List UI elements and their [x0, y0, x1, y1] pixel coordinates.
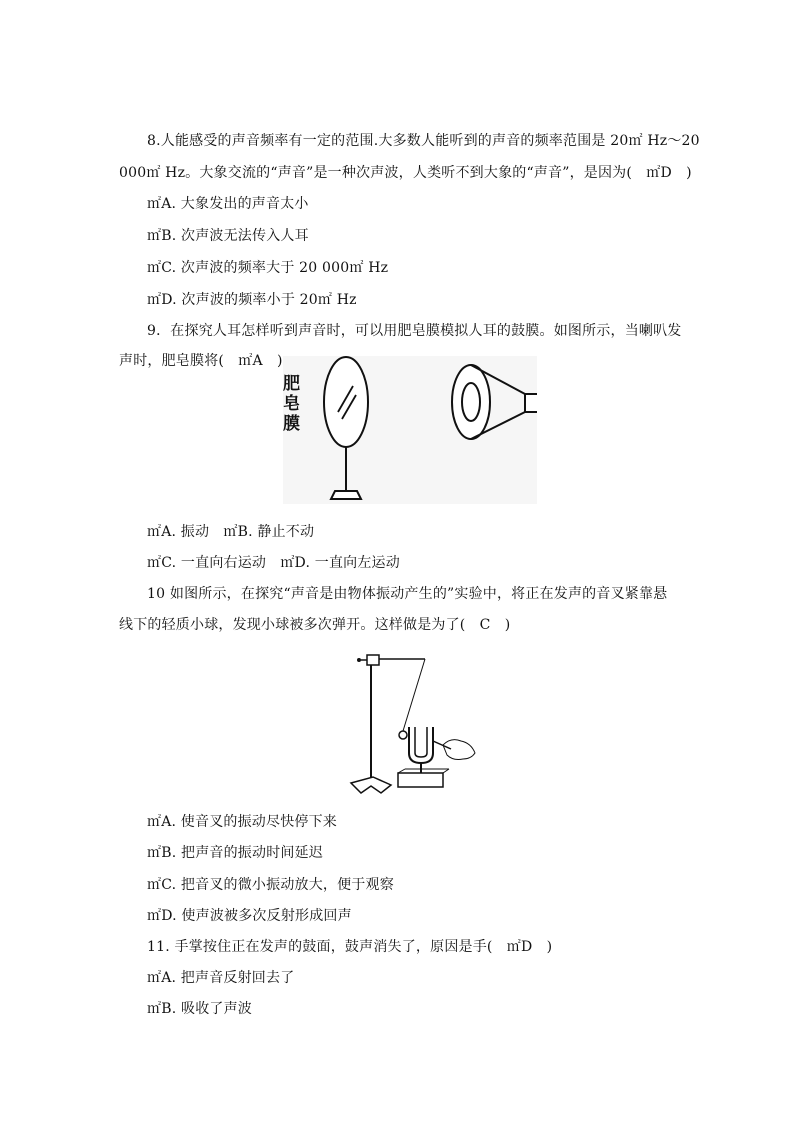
pendulum-string	[403, 659, 425, 731]
q10-option-b: ㎡B. 把声音的振动时间延迟	[147, 845, 323, 861]
soap-film-label: 肥皂膜	[283, 374, 300, 434]
q9-figure-svg	[283, 356, 537, 504]
stand-clamp	[367, 655, 379, 665]
q10-option-c: ㎡C. 把音叉的微小振动放大，便于观察	[147, 877, 394, 893]
q8-stem-line2: 000㎡ Hz。大象交流的“声音”是一种次声波，人类听不到大象的“声音”，是因为( ㎡D )	[119, 165, 692, 181]
stand-base	[351, 777, 391, 793]
clamp-screw	[357, 658, 361, 662]
q11-stem: 11. 手掌按住正在发声的鼓面，鼓声消失了，原因是手( ㎡D )	[147, 939, 553, 955]
hand	[443, 740, 475, 760]
q11-option-b: ㎡B. 吸收了声波	[147, 1001, 252, 1017]
tuning-fork-base	[398, 773, 443, 787]
pendulum-ball	[399, 731, 407, 739]
q10-stem-line2: 线下的轻质小球，发现小球被多次弹开。这样做是为了( C )	[119, 617, 511, 633]
q10-option-d: ㎡D. 使声波被多次反射形成回声	[147, 908, 352, 924]
q9-options-row2: ㎡C. 一直向右运动 ㎡D. 一直向左运动	[147, 555, 400, 571]
q9-figure	[283, 356, 537, 504]
q10-stem-line1: 10 如图所示，在探究“声音是由物体振动产生的”实验中，将正在发声的音叉紧靠悬	[147, 586, 668, 602]
q9-options-row1: ㎡A. 振动 ㎡B. 静止不动	[147, 524, 315, 540]
q10-figure-svg	[343, 645, 478, 795]
speaker-magnet	[525, 394, 537, 412]
q10-figure	[343, 645, 478, 795]
q8-option-c: ㎡C. 次声波的频率大于 20 000㎡ Hz	[147, 260, 389, 276]
q8-stem-line1: 8.人能感受的声音频率有一定的范围.大多数人能听到的声音的频率范围是 20㎡ Hz～20	[147, 133, 700, 149]
q8-option-b: ㎡B. 次声波无法传入人耳	[147, 228, 309, 244]
q8-option-d: ㎡D. 次声波的频率小于 20㎡ Hz	[147, 292, 357, 308]
q9-stem-line2: 声时，肥皂膜将( ㎡A )	[119, 353, 283, 369]
tuning-fork-inner	[415, 727, 427, 757]
soap-film-base	[331, 491, 361, 499]
q9-stem-line1: 9．在探究人耳怎样听到声音时，可以用肥皂膜模拟人耳的鼓膜。如图所示，当喇叭发	[147, 323, 682, 339]
q11-option-a: ㎡A. 把声音反射回去了	[147, 970, 295, 986]
q8-option-a: ㎡A. 大象发出的声音太小	[147, 196, 309, 212]
base-bevel-2	[443, 769, 449, 773]
soap-film-ellipse	[324, 357, 368, 447]
q10-option-a: ㎡A. 使音叉的振动尽快停下来	[147, 814, 338, 830]
speaker-cone-inner	[462, 383, 480, 421]
